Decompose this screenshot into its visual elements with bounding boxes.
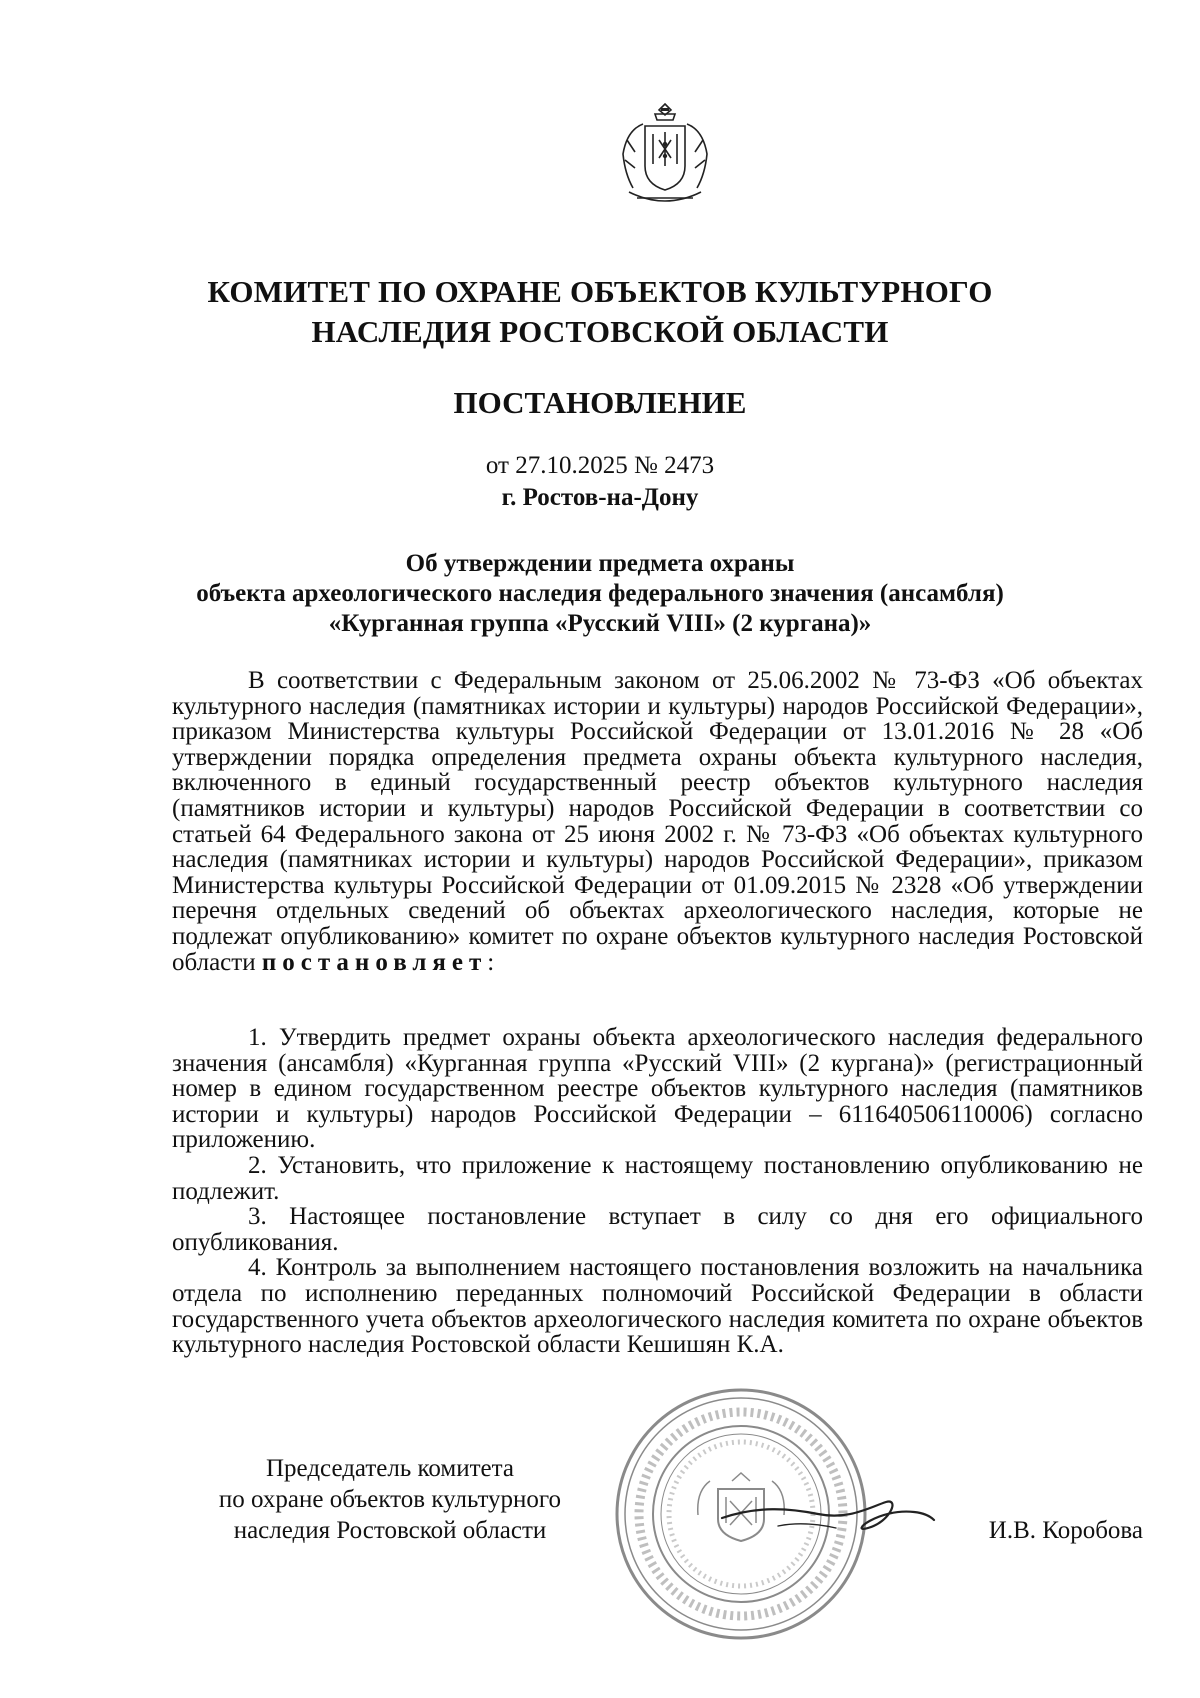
resolution-item: 3. Настоящее постановление вступает в силу со дня его официального опубликования.	[172, 1203, 1143, 1256]
preamble-text: В соответствии с Федеральным законом от 25.06.2002 № 73-ФЗ «Об объектах культурного наследия (памятниках истории и культуры) народов Российской Федерации», приказом Министерства культуры Российской Федерации от 13.01.2016 № 28 «Об утверждении порядка определения предмета охраны объекта культурного наследия, включенного в единый государственный реестр объектов культурного наследия (памятников истории и культуры) народов Российской Федерации в соответствии со статьей 64 Федерального закона от 25 июня 2002 г. № 73-ФЗ «Об объектах культурного наследия (памятниках истории и культуры) народов Российской Федерации», приказом Министерства культуры Российской Федерации от 01.09.2015 № 2328 «Об утверждении перечня отдельных сведений об объектах археологического наследия, которые не подлежат опубликованию» комитет по охране объектов культурного наследия Ростовской области	[172, 667, 1143, 976]
city: г. Ростов-на-Дону	[501, 484, 699, 511]
signer-position-line-1: Председатель комитета	[266, 1455, 514, 1482]
resolution-item: 1. Утвердить предмет охраны объекта археологического наследия федерального значения (ансамбля) «Курганная группа «Русский VIII» (2 кургана)» (регистрационный номер в едином государственном реестре объектов культурного наследия (памятников истории и культуры) народов Российской Федерации – 611640506110006) согласно приложению.	[172, 1024, 1143, 1154]
preamble-paragraph	[172, 668, 1143, 975]
resolution-item: 2. Установить, что приложение к настоящему постановлению опубликованию не подлежит.	[172, 1151, 1143, 1205]
subject-line-3: «Курганная группа «Русский VIII» (2 кургана)»	[328, 610, 872, 637]
organization-line-1: КОМИТЕТ ПО ОХРАНЕ ОБЪЕКТОВ КУЛЬТУРНОГО	[207, 274, 993, 309]
resolution-item: 4. Контроль за выполнением настоящего постановления возложить на начальника отдела по исполнению переданных полномочий Российской Федерации в области государственного учета объектов археологического наследия комитета по охране объектов культурного наследия Ростовской области Кешишян К.А.	[172, 1254, 1143, 1359]
signer-position-line-3: наследия Ростовской области	[233, 1517, 547, 1544]
coat-of-arms-icon	[615, 100, 715, 210]
document-type: ПОСТАНОВЛЕНИЕ	[453, 385, 747, 420]
resolution-items	[172, 1025, 1143, 1358]
date-number: от 27.10.2025 № 2473	[485, 452, 715, 479]
organization-line-2: НАСЛЕДИЯ РОСТОВСКОЙ ОБЛАСТИ	[311, 314, 889, 349]
document-subject	[0, 549, 1200, 639]
subject-line-1: Об утверждении предмета охраны	[405, 550, 795, 577]
signer-name: И.В. Коробова	[988, 1517, 1143, 1544]
signer-position-line-2: по охране объектов культурного	[218, 1486, 562, 1513]
organization-name	[0, 272, 1200, 352]
resolves-word: постановляет	[261, 948, 488, 976]
subject-line-2: объекта археологического наследия федерального значения (ансамбля)	[196, 580, 1004, 607]
preamble-colon: :	[487, 948, 495, 976]
signature-icon	[718, 1478, 938, 1548]
signer-position	[180, 1453, 600, 1546]
